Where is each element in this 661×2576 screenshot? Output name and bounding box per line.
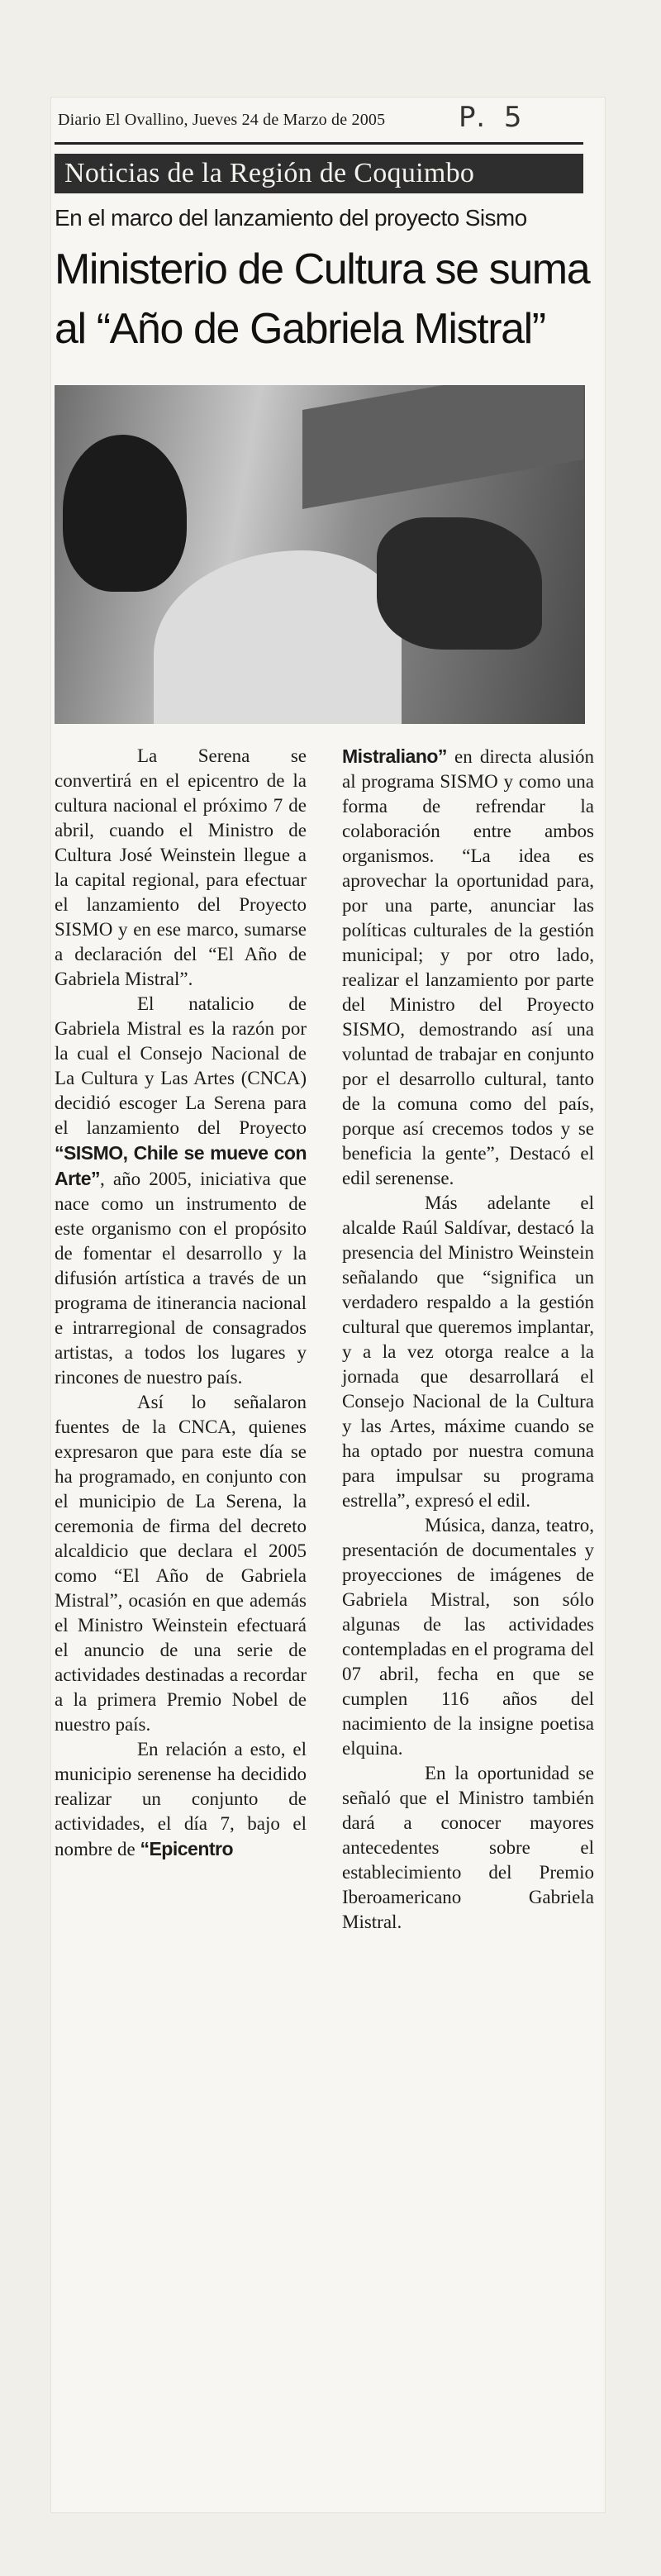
event-name: “Epicentro — [140, 1838, 234, 1859]
kicker: En el marco del lanzamiento del proyecto Sismo — [55, 205, 527, 231]
event-name: Mistraliano” — [342, 745, 447, 767]
text-run: En relación a esto, el municipio serenense ha decidido realizar un conjunto de actividades, el día 7, bajo el nombre de — [55, 1739, 307, 1859]
photo-shape — [154, 550, 402, 724]
paragraph — [342, 744, 594, 1191]
article-photo — [55, 385, 585, 724]
project-name: “SISMO, Chile se mueve con Arte” — [55, 1142, 307, 1189]
photo-shape — [302, 385, 583, 509]
photo-shape — [63, 435, 187, 592]
article-column-right — [342, 744, 594, 1935]
paragraph: Más adelante el alcalde Raúl Saldívar, destacó la presencia del Ministro Weinstein señalando que “significa un verdadero respaldo a la gestión cultural que queremos implantar, y a la vez otorga realce a la jornada que desarrollará el Consejo Nacional de la Cultura y las Artes, máxime cuando se ha optado por nuestra comuna para impulsar su programa estrella”, expresó el edil. — [342, 1193, 594, 1511]
paragraph — [55, 1737, 307, 1862]
paragraph: En la oportunidad se señaló que el Ministro también dará a conocer mayores antecedentes sobre el establecimiento del Premio Iberoamericano Gabriela Mistral. — [342, 1763, 594, 1932]
section-banner: Noticias de la Región de Coquimbo — [55, 154, 583, 193]
paragraph: La Serena se convertirá en el epicentro de la cultura nacional el próximo 7 de abril, cuando el Ministro de Cultura José Weinstein llegue a la capital regional, para efectuar el lanzamiento del Proyecto SISMO y en ese marco, sumarse a declaración del “El Año de Gabriela Mistral”. — [55, 745, 307, 989]
text-run: El natalicio de Gabriela Mistral es la razón por la cual el Consejo Nacional de La Cultura y Las Artes (CNCA) decidió escoger La Serena para el lanzamiento del Proyecto — [55, 993, 307, 1138]
paragraph: Así lo señalaron fuentes de la CNCA, quienes expresaron que para este día se ha programado, en conjunto con el municipio de La Serena, la ceremonia de firma del decreto alcaldicio que declara el 2005 como “El Año de Gabriela Mistral”, ocasión en que además el Ministro Weinstein efectuará el anuncio de una serie de actividades destinadas a recordar a la primera Premio Nobel de nuestro país. — [55, 1392, 307, 1735]
article-column-left — [55, 744, 307, 1862]
top-rule — [55, 142, 583, 145]
paragraph — [55, 992, 307, 1390]
photo-shape — [377, 517, 542, 650]
text-run: en directa alusión al programa SISMO y como una forma de refrendar la colaboración entre ambos organismos. “La idea es aprovechar la oportunidad para, por una parte, anunciar las políticas culturales de la gestión municipal; y por otro lado, realizar el lanzamiento por parte del Ministro del Proyecto SISMO, demostrando así una voluntad de trabajar en conjunto por el desarrollo cultural, tanto de la comuna como del país, porque así crecemos todos y se beneficia la gente”, Destacó el edil serenense. — [342, 746, 594, 1188]
dateline: Diario El Ovallino, Jueves 24 de Marzo de 2005 — [58, 111, 386, 129]
paragraph: Música, danza, teatro, presentación de documentales y proyecciones de imágenes de Gabriela Mistral, son sólo algunas de las actividades contempladas en el programa del 07 abril, fecha en que se cumplen 116 años del nacimiento de la insigne poetisa elquina. — [342, 1515, 594, 1759]
handwritten-page-mark: P. 5 — [459, 101, 527, 134]
headline: Ministerio de Cultura se suma al “Año de Gabriela Mistral” — [55, 245, 590, 353]
text-run: , año 2005, iniciativa que nace como un instrumento de este organismo con el propósito de fomentar el desarrollo y la difusión artística a través de un programa de itinerancia nacional e intrarregional de consagrados artistas, a todos los lugares y rincones de nuestro país. — [55, 1169, 307, 1388]
